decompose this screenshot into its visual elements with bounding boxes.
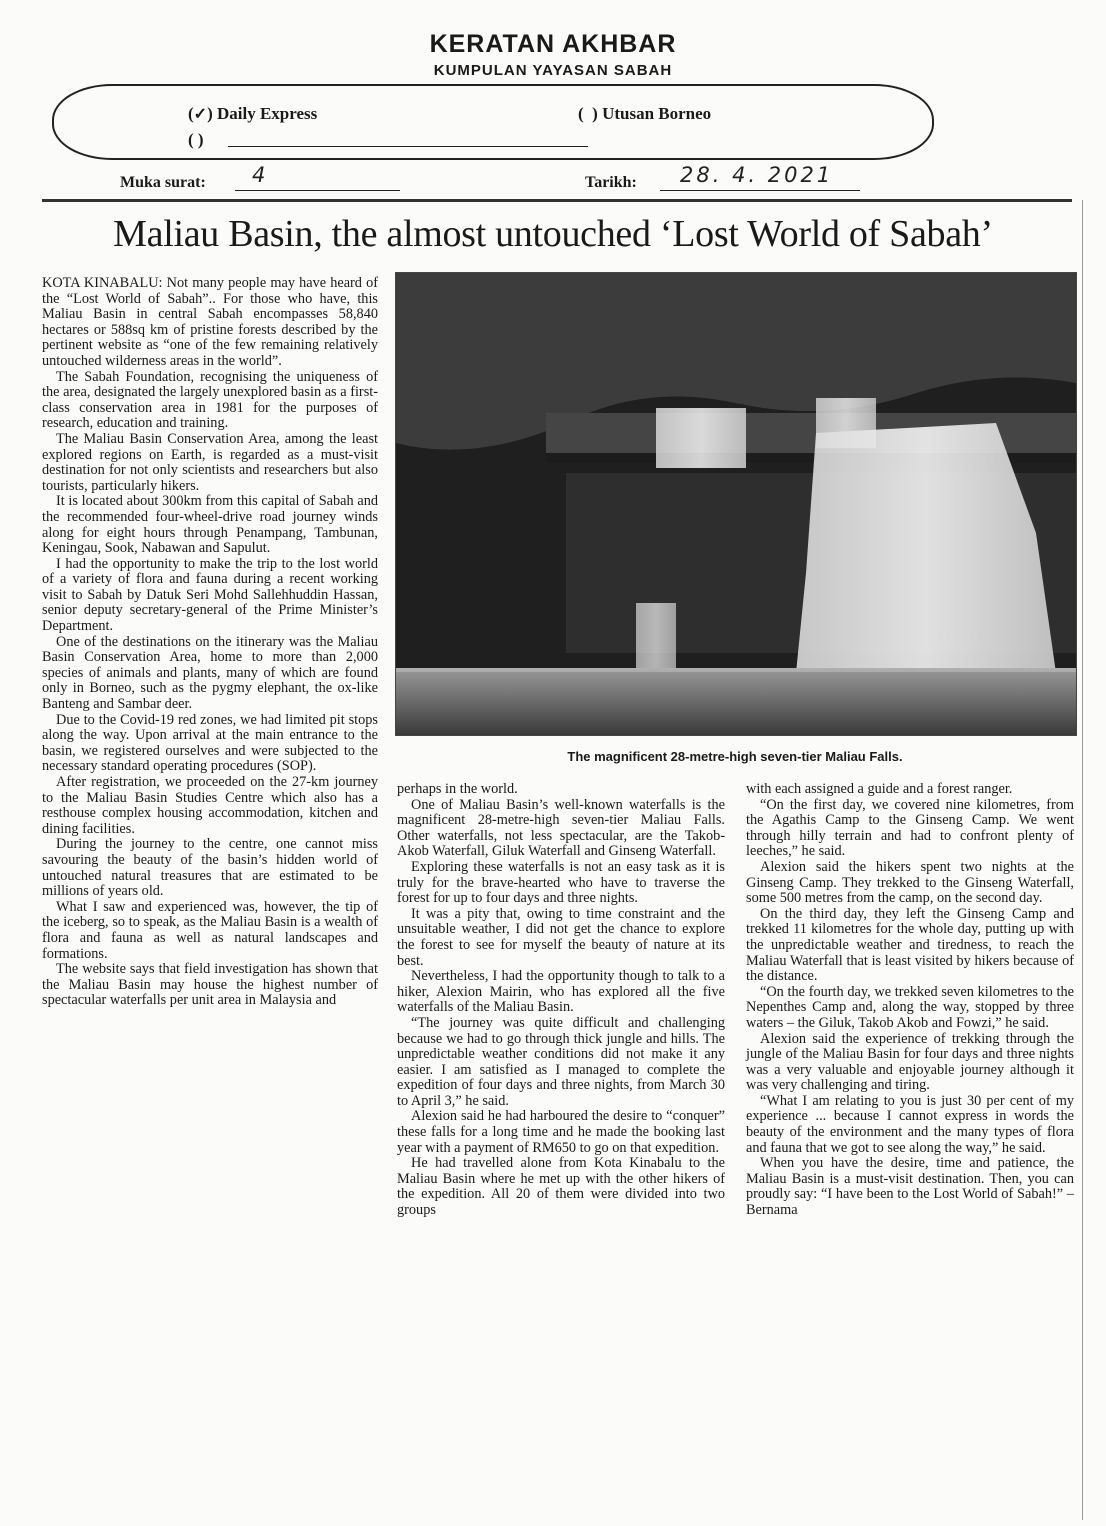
article-paragraph: “The journey was quite difficult and challenging because we had to go through thick jungle and hills. The unpredictable weather conditions did not make it any easier. I am satisfied as I managed to complete the expedition of four days and three nights, from March 30 to April 3,” he said. [397,1014,725,1109]
checkmark-icon: ✓ [193,106,208,123]
publication-other-line [228,146,588,147]
article-paragraph: It is located about 300km from this capital of Sabah and the recommended four-wheel-drive road journey winds along for eight hours through Penampang, Tambunan, Keningau, Sook, Nabawan and Sapulut. [42,493,378,557]
article-paragraph: What I saw and experienced was, however, the tip of the iceberg, so to speak, as the Maliau Basin is a wealth of flora and fauna as well as natural landscapes and formations. [42,898,378,962]
article-paragraph: Nevertheless, I had the opportunity though to talk to a hiker, Alexion Mairin, who has explored all the five waterfalls of the Maliau Basin. [397,968,725,1016]
publication-daily-express: (✓) Daily Express [188,104,318,123]
article-column-3 [746,782,1074,1219]
date-label: Tarikh: [585,174,637,191]
article-headline: Maliau Basin, the almost untouched ‘Lost World of Sabah’ [113,213,993,255]
publication-box [52,84,934,160]
article-paragraph: The Maliau Basin Conservation Area, among the least explored regions on Earth, is regarded as a must-visit destination for not only scientists and researchers but also tourists, particularly hikers. [42,430,378,494]
article-paragraph: KOTA KINABALU: Not many people may have heard of the “Lost World of Sabah”.. For those who have, this Maliau Basin in central Sabah encompasses 58,840 hectares or 588sq km of pristine forests described by the pertinent website as “one of the few remaining relatively untouched wilderness areas in the world”. [42,275,378,369]
page-value-line [235,190,400,191]
article-paragraph: Alexion said the hikers spent two nights at the Ginseng Camp. They trekked to the Ginseng Waterfall, some 500 metres from the camp, on the second day. [746,858,1074,907]
date-value: 28. 4. 2021 [680,163,834,187]
publication-other: ( ) [188,130,204,149]
date-value-line [660,190,860,191]
article-paragraph: On the third day, they left the Ginseng Camp and trekked 11 kilometres for the whole day, putting up with the unpredictable weather and tiredness, to reach the Maliau Waterfall that is least visited by hikers because of the distance. [746,905,1074,985]
publication-utusan-borneo: ( ) Utusan Borneo [578,104,712,123]
article-paragraph: I had the opportunity to make the trip to the lost world of a variety of flora and fauna during a recent working visit to Sabah by Datuk Seri Mohd Sallehhuddin Hassan, senior deputy secretary-general of the Prime Minister’s Department. [42,555,378,635]
photo-caption: The magnificent 28-metre-high seven-tier Maliau Falls. [567,749,903,764]
page-value: 4 [252,163,266,187]
page-label: Muka surat: [120,174,206,191]
publication-label-daily-express: Daily Express [217,104,318,123]
article-paragraph: One of the destinations on the itinerary was the Maliau Basin Conservation Area, home to more than 2,000 species of animals and plants, many of which are found only in Borneo, such as the pygmy elephant, the ox-like Banteng and Sambar deer. [42,633,378,713]
waterfall-photo [395,272,1077,736]
clipping-header-title: KERATAN AKHBAR [429,30,677,58]
article-paragraph: with each assigned a guide and a forest ranger. [746,781,1013,797]
clipping-header-subtitle: KUMPULAN YAYASAN SABAH [433,62,673,79]
right-rule [1082,200,1083,1520]
article-paragraph: He had travelled alone from Kota Kinabalu to the Maliau Basin where he met up with the other hikers of the expedition. All 20 of them were divided into two groups [397,1155,725,1219]
article-paragraph: The Sabah Foundation, recognising the uniqueness of the area, designated the largely unexplored basin as a first-class conservation area in 1981 for the purposes of research, education and training. [42,368,378,432]
article-paragraph: “What I am relating to you is just 30 per cent of my experience ... because I cannot express in words the beauty of the environment and the many types of flora and fauna that we got to see along the way,” he said. [746,1092,1074,1156]
article-paragraph: Alexion said he had harboured the desire to “conquer” these falls for a long time and he made the booking last year with a payment of RM650 to go on that expedition. [397,1108,725,1156]
article-paragraph: “On the first day, we covered nine kilometres, from the Agathis Camp to the Ginseng Camp. We went through hilly terrain and had to confront plenty of leeches,” he said. [746,796,1074,860]
article-column-2 [397,782,725,1219]
article-paragraph: The website says that field investigation has shown that the Maliau Basin may house the highest number of spectacular waterfalls per unit area in Malaysia and [42,961,378,1009]
article-paragraph: It was a pity that, owing to time constraint and the unsuitable weather, I did not get the chance to explore the forest to see for myself the beauty of nature at its best. [397,905,725,969]
article-paragraph: perhaps in the world. [397,781,518,797]
article-paragraph: One of Maliau Basin’s well-known waterfalls is the magnificent 28-metre-high seven-tier Maliau Falls. Other waterfalls, not less spectacular, are the Takob-Akob Waterfall, Giluk Waterfall and Ginseng Waterfall. [397,796,725,860]
article-paragraph: After registration, we proceeded on the 27-km journey to the Maliau Basin Studies Centre which also has a resthouse complex housing accommodation, kitchen and dining facilities. [42,774,378,837]
article-column-1 [42,276,378,1009]
publication-label-utusan-borneo: ) Utusan Borneo [592,104,712,123]
article-paragraph: Due to the Covid-19 red zones, we had limited pit stops along the way. Upon arrival at the main entrance to the basin, we registered ourselves and were subjected to the necessary standard operating procedures (SOP). [42,711,378,775]
top-rule [42,199,1072,202]
article-paragraph: When you have the desire, time and patience, the Maliau Basin is a must-visit destination. Then, you can proudly say: “I have been to the Lost World of Sabah!” – Bernama [746,1155,1074,1219]
article-paragraph: During the journey to the centre, one cannot miss savouring the beauty of the basin’s hidden world of untouched natural treasures that are estimated to be millions of years old. [42,836,378,900]
article-paragraph: “On the fourth day, we trekked seven kilometres to the Nepenthes Camp and, along the way, stopped by three waters – the Giluk, Takob Akob and Fowzi,” he said. [746,983,1074,1031]
article-paragraph: Alexion said the experience of trekking through the jungle of the Maliau Basin for four days and three nights was a very valuable and enjoyable journey although it was very challenging and tiring. [746,1030,1074,1094]
article-paragraph: Exploring these waterfalls is not an easy task as it is truly for the brave-hearted who have to traverse the forest for up to four days and three nights. [397,858,725,907]
